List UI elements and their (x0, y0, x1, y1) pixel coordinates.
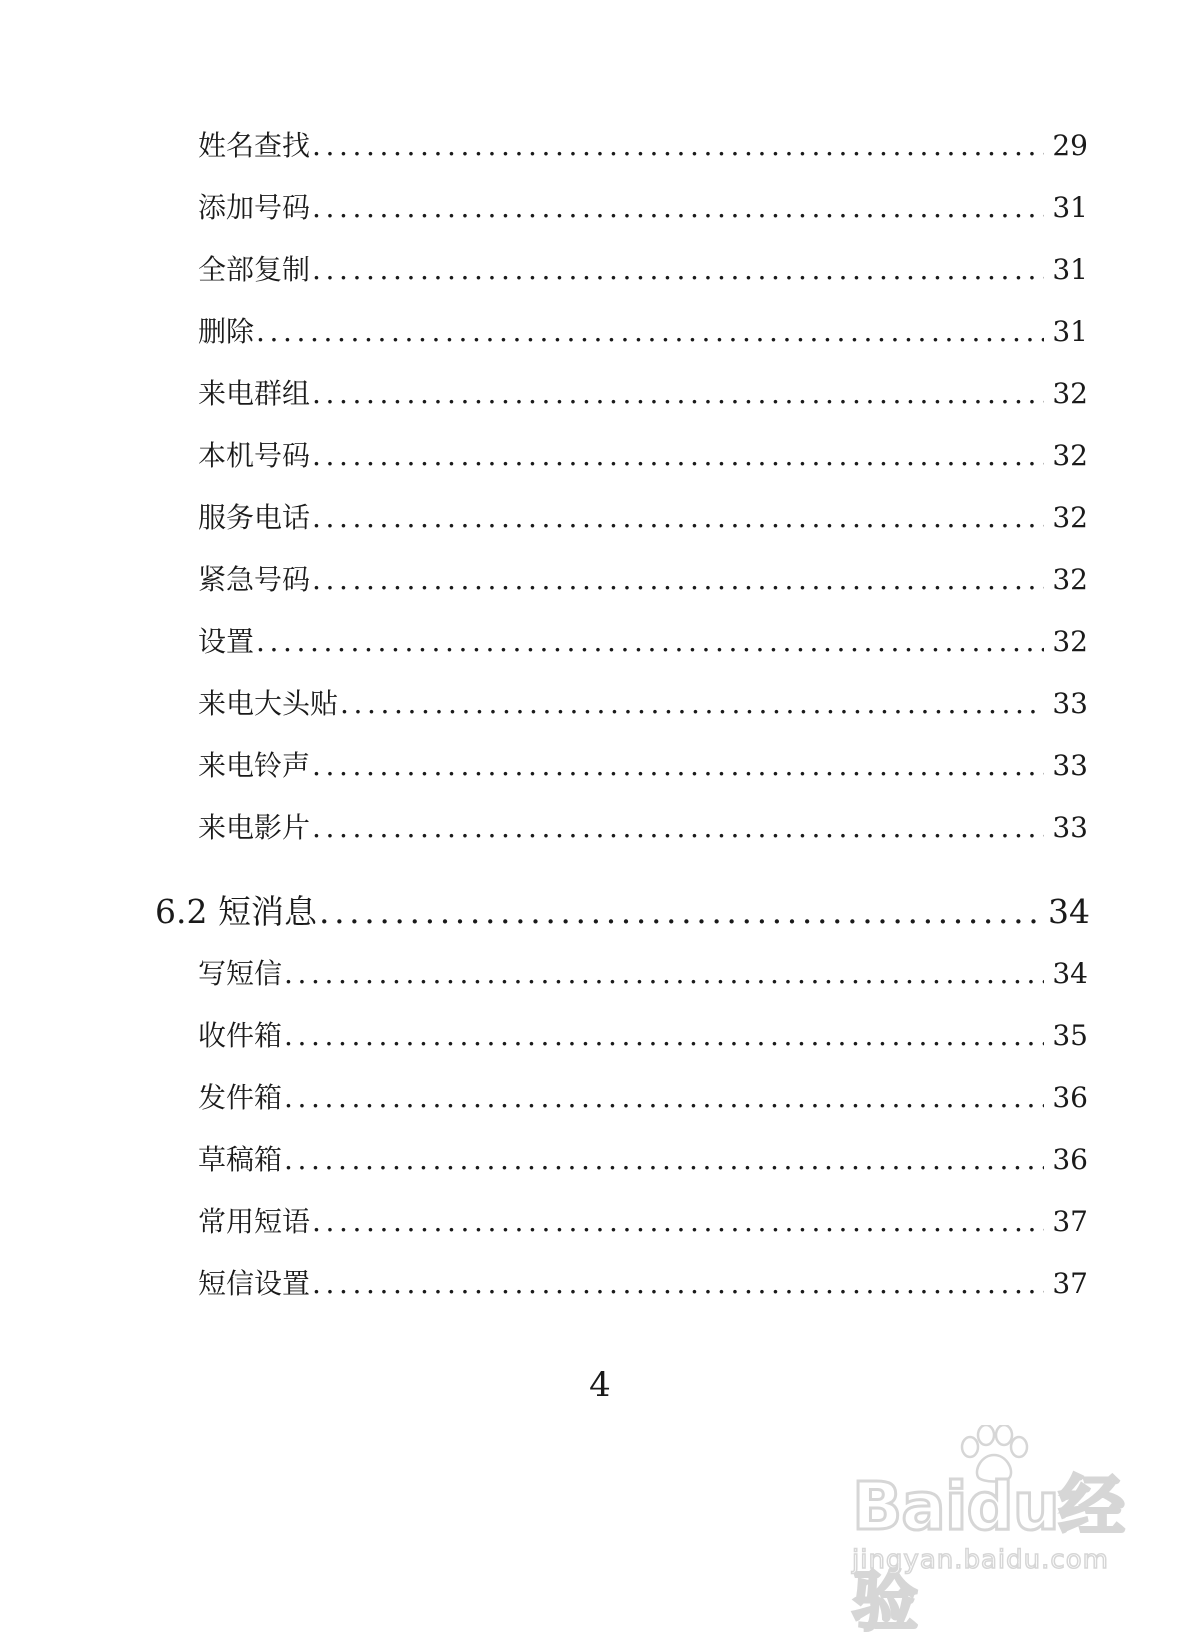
toc-entry-page: 36 (1052, 1143, 1088, 1176)
toc-entry-label: 短信设置 (198, 1267, 311, 1300)
toc-entry-page: 33 (1052, 811, 1088, 844)
toc-entry-page: 36 (1052, 1081, 1088, 1114)
toc-entry[interactable] (198, 620, 1088, 660)
toc-entry-label: 写短信 (198, 957, 283, 990)
toc-entry-page: 32 (1052, 563, 1088, 596)
toc-entry-page: 31 (1052, 191, 1088, 224)
toc-entry-page: 32 (1052, 377, 1088, 410)
toc-entry-page: 31 (1052, 315, 1088, 348)
toc-entry-label: 紧急号码 (198, 563, 311, 596)
toc-entry[interactable] (198, 1262, 1088, 1302)
dot-leader (312, 191, 1044, 224)
toc-entry-page: 33 (1052, 749, 1088, 782)
toc-entry-page: 31 (1052, 253, 1088, 286)
toc-entry-page: 29 (1052, 129, 1088, 162)
dot-leader (312, 253, 1044, 286)
toc-entry[interactable] (198, 310, 1088, 350)
toc-entry[interactable] (198, 1076, 1088, 1116)
toc-section-heading[interactable] (155, 886, 1090, 934)
toc-entry[interactable] (198, 806, 1088, 846)
dot-leader (340, 687, 1044, 720)
toc-entry[interactable] (198, 558, 1088, 598)
baidu-jingyan-watermark (852, 1425, 1152, 1640)
toc-entry[interactable] (198, 372, 1088, 412)
toc-entry-label: 添加号码 (198, 191, 311, 224)
dot-leader (284, 1143, 1044, 1176)
toc-entry-page: 34 (1052, 957, 1088, 990)
toc-entry-label: 收件箱 (198, 1019, 283, 1052)
toc-entry[interactable] (198, 1200, 1088, 1240)
dot-leader (284, 1019, 1044, 1052)
toc-entry[interactable] (198, 186, 1088, 226)
dot-leader (312, 1205, 1044, 1238)
dot-leader (312, 129, 1044, 162)
toc-entry-page: 32 (1052, 439, 1088, 472)
toc-entry[interactable] (198, 248, 1088, 288)
toc-entry-page: 37 (1052, 1267, 1088, 1300)
toc-entry-label: 来电铃声 (198, 749, 311, 782)
toc-entry-label: 设置 (198, 625, 255, 658)
toc-entry-label: 本机号码 (198, 439, 311, 472)
toc-entry[interactable] (198, 1138, 1088, 1178)
toc-section-label: 6.2 短消息 (155, 892, 317, 931)
toc-entry-page: 32 (1052, 625, 1088, 658)
dot-leader (312, 811, 1044, 844)
dot-leader (312, 749, 1044, 782)
toc-entry-label: 草稿箱 (198, 1143, 283, 1176)
toc-entry[interactable] (198, 1014, 1088, 1054)
toc-entry-label: 常用短语 (198, 1205, 311, 1238)
toc-entry-label: 来电群组 (198, 377, 311, 410)
toc-section-page: 34 (1048, 892, 1090, 931)
dot-leader (284, 957, 1044, 990)
toc-entry-page: 37 (1052, 1205, 1088, 1238)
dot-leader (284, 1081, 1044, 1114)
dot-leader (312, 377, 1044, 410)
page-number: 4 (589, 1365, 611, 1405)
toc-entry-page: 33 (1052, 687, 1088, 720)
dot-leader (256, 315, 1044, 348)
toc-entry-page: 35 (1052, 1019, 1088, 1052)
dot-leader (312, 501, 1044, 534)
watermark-url: jingyan.baidu.com (852, 1545, 1109, 1575)
toc-entry-label: 姓名查找 (198, 129, 311, 162)
toc-entry-label: 删除 (198, 315, 255, 348)
dot-leader (319, 892, 1040, 931)
toc-entry[interactable] (198, 124, 1088, 164)
dot-leader (312, 563, 1044, 596)
toc-entry[interactable] (198, 434, 1088, 474)
toc-entry-label: 来电影片 (198, 811, 311, 844)
toc-entry[interactable] (198, 952, 1088, 992)
dot-leader (312, 1267, 1044, 1300)
toc-entry-label: 服务电话 (198, 501, 311, 534)
dot-leader (256, 625, 1044, 658)
toc-entry[interactable] (198, 496, 1088, 536)
toc-entry-label: 发件箱 (198, 1081, 283, 1114)
toc-entry[interactable] (198, 682, 1088, 722)
toc-entry-label: 来电大头贴 (198, 687, 339, 720)
watermark-logo: Baidu经验 (852, 1468, 1124, 1640)
toc-entry-label: 全部复制 (198, 253, 311, 286)
toc-entry[interactable] (198, 744, 1088, 784)
dot-leader (312, 439, 1044, 472)
toc-entry-page: 32 (1052, 501, 1088, 534)
